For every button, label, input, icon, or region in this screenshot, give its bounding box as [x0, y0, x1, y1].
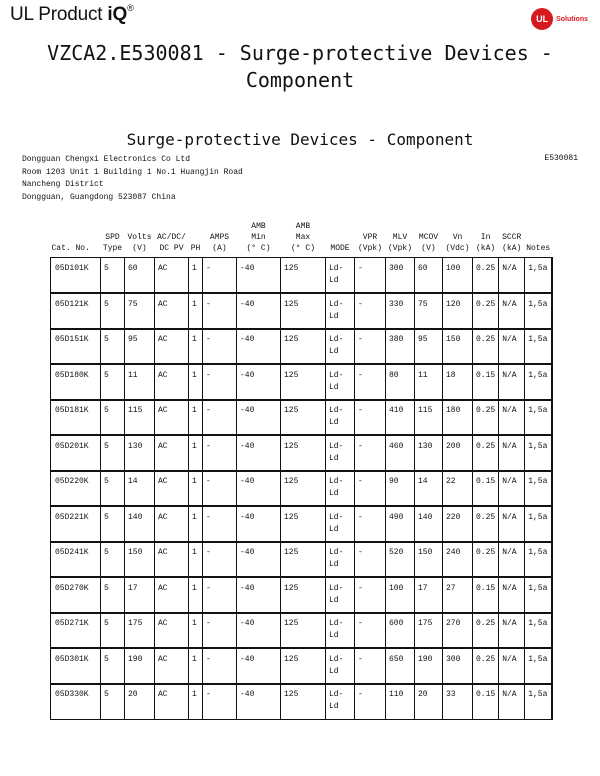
- table-cell: 125: [281, 329, 326, 365]
- table-cell: 33: [443, 684, 473, 720]
- table-cell: 5: [101, 329, 125, 365]
- table-cell: 20: [415, 684, 443, 720]
- company-address: [22, 154, 243, 204]
- column-header: [499, 214, 525, 258]
- column-header-line: AC/DC/: [157, 233, 186, 242]
- table-cell: 5: [101, 400, 125, 436]
- table-cell: 1,5a: [525, 542, 552, 578]
- table-cell: Ld- Ld: [326, 471, 355, 507]
- table-cell: 75: [125, 293, 155, 329]
- table-cell: N/A: [499, 258, 525, 294]
- table-cell: 520: [386, 542, 415, 578]
- table-cell: 0.15: [473, 364, 499, 400]
- table-cell: 600: [386, 613, 415, 649]
- table-cell: 60: [415, 258, 443, 294]
- table-cell: AC: [155, 293, 189, 329]
- table-cell: -: [355, 293, 386, 329]
- table-cell: 1: [189, 258, 203, 294]
- table-cell: 0.25: [473, 293, 499, 329]
- table-cell: 1: [189, 684, 203, 720]
- table-cell: 1,5a: [525, 471, 552, 507]
- table-cell: Ld- Ld: [326, 684, 355, 720]
- table-cell: Ld- Ld: [326, 258, 355, 294]
- table-cell: -: [203, 435, 237, 471]
- table-cell: 5: [101, 577, 125, 613]
- address-line: Dongguan, Guangdong 523087 China: [22, 192, 176, 202]
- table-cell: 0.25: [473, 258, 499, 294]
- table-cell: 5: [101, 613, 125, 649]
- table-cell: Ld- Ld: [326, 613, 355, 649]
- table-cell: 190: [415, 648, 443, 684]
- table-cell: -: [203, 329, 237, 365]
- table-cell: Ld- Ld: [326, 329, 355, 365]
- table-cell: 05D221K: [51, 506, 101, 542]
- table-cell: 115: [415, 400, 443, 436]
- table-cell: N/A: [499, 364, 525, 400]
- table-cell: Ld- Ld: [326, 435, 355, 471]
- column-header-line: AMB: [251, 222, 266, 231]
- table-cell: 0.25: [473, 435, 499, 471]
- table-cell: 130: [125, 435, 155, 471]
- column-header-line: (V): [421, 244, 436, 253]
- table-cell: N/A: [499, 471, 525, 507]
- column-header-line: Notes: [526, 244, 551, 253]
- column-header-line: MLV: [392, 233, 408, 242]
- table-cell: 1,5a: [525, 400, 552, 436]
- table-cell: 1,5a: [525, 329, 552, 365]
- table-cell: 125: [281, 684, 326, 720]
- table-cell: 125: [281, 542, 326, 578]
- table-cell: 115: [125, 400, 155, 436]
- table-cell: 140: [125, 506, 155, 542]
- column-header: [473, 214, 499, 258]
- table-cell: 150: [443, 329, 473, 365]
- table-cell: -: [355, 506, 386, 542]
- table-cell: 125: [281, 471, 326, 507]
- table-cell: -: [355, 542, 386, 578]
- table-cell: Ld- Ld: [326, 648, 355, 684]
- table-cell: 14: [415, 471, 443, 507]
- table-cell: 180: [443, 400, 473, 436]
- table-cell: -: [355, 258, 386, 294]
- table-row: [51, 329, 552, 365]
- table-cell: Ld- Ld: [326, 400, 355, 436]
- table-cell: 5: [101, 506, 125, 542]
- table-cell: 05D180K: [51, 364, 101, 400]
- table-cell: 14: [125, 471, 155, 507]
- column-header-line: (kA): [476, 244, 496, 253]
- column-header-line: SCCR: [502, 233, 522, 242]
- table-cell: N/A: [499, 613, 525, 649]
- table-cell: 1: [189, 648, 203, 684]
- product-table: [50, 214, 552, 720]
- table-cell: -: [355, 613, 386, 649]
- column-header-line: (° C): [290, 244, 315, 253]
- table-cell: -40: [237, 613, 281, 649]
- column-header-line: (kA): [502, 244, 522, 253]
- table-row: [51, 435, 552, 471]
- table-cell: 5: [101, 293, 125, 329]
- column-header: [203, 214, 237, 258]
- column-header: [281, 214, 326, 258]
- table-cell: 200: [443, 435, 473, 471]
- table-cell: 0.15: [473, 577, 499, 613]
- table-cell: 1: [189, 400, 203, 436]
- table-cell: N/A: [499, 435, 525, 471]
- table-cell: 175: [415, 613, 443, 649]
- table-cell: 410: [386, 400, 415, 436]
- table-cell: Ld- Ld: [326, 542, 355, 578]
- table-cell: 95: [125, 329, 155, 365]
- table-cell: -: [203, 684, 237, 720]
- column-header: [443, 214, 473, 258]
- column-header: [101, 214, 125, 258]
- table-cell: N/A: [499, 400, 525, 436]
- column-header-line: Max: [295, 233, 311, 242]
- table-cell: -: [203, 577, 237, 613]
- table-cell: 80: [386, 364, 415, 400]
- page-title: VZCA2.E530081 - Surge-protective Devices - Component: [47, 41, 553, 92]
- column-header-line: AMB: [295, 222, 311, 231]
- table-cell: 300: [443, 648, 473, 684]
- column-header: [237, 214, 281, 258]
- table-cell: N/A: [499, 577, 525, 613]
- table-cell: Ld- Ld: [326, 364, 355, 400]
- column-header-line: MODE: [330, 244, 350, 253]
- column-header: [525, 214, 552, 258]
- table-cell: 0.25: [473, 542, 499, 578]
- table-cell: AC: [155, 684, 189, 720]
- column-header-line: Min: [251, 233, 266, 242]
- table-cell: 1,5a: [525, 293, 552, 329]
- address-line: Nancheng District: [22, 180, 104, 189]
- column-header-line: DC PV: [159, 244, 184, 253]
- table-cell: 17: [125, 577, 155, 613]
- table-cell: 330: [386, 293, 415, 329]
- table-cell: 22: [443, 471, 473, 507]
- table-cell: N/A: [499, 648, 525, 684]
- table-cell: 1,5a: [525, 684, 552, 720]
- table-cell: 1,5a: [525, 506, 552, 542]
- table-cell: 240: [443, 542, 473, 578]
- table-cell: 1: [189, 471, 203, 507]
- file-number: E530081: [544, 154, 578, 163]
- column-header: [155, 214, 189, 258]
- table-cell: 125: [281, 648, 326, 684]
- column-header-line: (Vpk): [387, 244, 412, 253]
- table-cell: 11: [125, 364, 155, 400]
- column-header-line: VPR: [362, 233, 378, 242]
- table-cell: 150: [125, 542, 155, 578]
- column-header: [415, 214, 443, 258]
- brand-text: UL Product: [10, 4, 108, 25]
- table-cell: -: [203, 364, 237, 400]
- table-cell: 1,5a: [525, 613, 552, 649]
- table-cell: AC: [155, 258, 189, 294]
- table-cell: 1: [189, 577, 203, 613]
- table-cell: -40: [237, 648, 281, 684]
- table-row: [51, 506, 552, 542]
- table-cell: -: [355, 364, 386, 400]
- table-cell: 05D181K: [51, 400, 101, 436]
- table-cell: 270: [443, 613, 473, 649]
- address-line: Room 1203 Unit 1 Building 1 No.1 Huangjin Road: [22, 167, 243, 177]
- table-cell: 20: [125, 684, 155, 720]
- table-cell: 05D220K: [51, 471, 101, 507]
- ul-logo-icon: UL: [531, 8, 553, 30]
- table-cell: 125: [281, 435, 326, 471]
- table-cell: 110: [386, 684, 415, 720]
- table-cell: 0.15: [473, 684, 499, 720]
- table-cell: -: [355, 648, 386, 684]
- table-cell: 05D270K: [51, 577, 101, 613]
- table-cell: 05D301K: [51, 648, 101, 684]
- table-cell: 0.25: [473, 329, 499, 365]
- table-cell: Ld- Ld: [326, 293, 355, 329]
- table-cell: -40: [237, 329, 281, 365]
- table-cell: 0.15: [473, 471, 499, 507]
- company-name: Dongguan Chengxi Electronics Co Ltd: [22, 155, 191, 164]
- table-cell: AC: [155, 364, 189, 400]
- table-cell: 5: [101, 684, 125, 720]
- table-cell: N/A: [499, 684, 525, 720]
- table-cell: 460: [386, 435, 415, 471]
- table-cell: 1: [189, 435, 203, 471]
- table-cell: 0.25: [473, 506, 499, 542]
- table-cell: N/A: [499, 329, 525, 365]
- table-cell: 125: [281, 364, 326, 400]
- column-header-line: Vn: [452, 233, 463, 242]
- table-cell: 380: [386, 329, 415, 365]
- table-cell: N/A: [499, 506, 525, 542]
- column-header-line: (V): [132, 244, 147, 253]
- column-header: [51, 214, 101, 258]
- table-cell: -40: [237, 577, 281, 613]
- column-header-line: (A): [212, 244, 227, 253]
- table-cell: 0.25: [473, 648, 499, 684]
- table-cell: AC: [155, 648, 189, 684]
- table-cell: 1: [189, 542, 203, 578]
- table-cell: 1: [189, 364, 203, 400]
- table-cell: 125: [281, 506, 326, 542]
- table-cell: 05D121K: [51, 293, 101, 329]
- section-subtitle: Surge-protective Devices - Component: [126, 130, 474, 149]
- table-row: [51, 400, 552, 436]
- table-cell: AC: [155, 471, 189, 507]
- table-cell: -: [355, 684, 386, 720]
- table-row: [51, 542, 552, 578]
- table-cell: 150: [415, 542, 443, 578]
- table-cell: -: [203, 258, 237, 294]
- table-cell: 125: [281, 577, 326, 613]
- table-cell: N/A: [499, 293, 525, 329]
- table-cell: 0.25: [473, 613, 499, 649]
- table-cell: 5: [101, 471, 125, 507]
- table-cell: 05D201K: [51, 435, 101, 471]
- table-cell: 95: [415, 329, 443, 365]
- table-cell: AC: [155, 577, 189, 613]
- table-cell: -: [355, 329, 386, 365]
- table-row: [51, 577, 552, 613]
- table-cell: AC: [155, 400, 189, 436]
- table-cell: N/A: [499, 542, 525, 578]
- table-cell: -: [203, 613, 237, 649]
- table-cell: 1,5a: [525, 435, 552, 471]
- table-cell: -40: [237, 258, 281, 294]
- table-cell: 75: [415, 293, 443, 329]
- column-header-line: Type: [102, 244, 123, 253]
- table-cell: AC: [155, 613, 189, 649]
- table-cell: 125: [281, 293, 326, 329]
- table-cell: 300: [386, 258, 415, 294]
- table-header-row: [51, 214, 552, 258]
- table-cell: -: [203, 506, 237, 542]
- table-cell: 650: [386, 648, 415, 684]
- column-header-line: (° C): [246, 244, 271, 253]
- column-header-line: Cat. No.: [51, 244, 90, 253]
- column-header-line: (Vdc): [445, 244, 470, 253]
- table-cell: 100: [443, 258, 473, 294]
- table-cell: -: [203, 471, 237, 507]
- brand-bold: iQ: [107, 4, 128, 25]
- table-cell: 5: [101, 364, 125, 400]
- table-cell: AC: [155, 542, 189, 578]
- column-header-line: Volts: [127, 233, 152, 242]
- column-header-line: MCOV: [418, 233, 439, 242]
- table-cell: -: [355, 435, 386, 471]
- table-cell: 1,5a: [525, 364, 552, 400]
- ul-solutions-logo: [531, 8, 588, 30]
- table-cell: 05D151K: [51, 329, 101, 365]
- table-row: [51, 293, 552, 329]
- table-cell: 5: [101, 648, 125, 684]
- table-cell: AC: [155, 329, 189, 365]
- column-header: [386, 214, 415, 258]
- table-cell: 05D241K: [51, 542, 101, 578]
- table-cell: -40: [237, 542, 281, 578]
- table-cell: 1: [189, 293, 203, 329]
- table-cell: 05D271K: [51, 613, 101, 649]
- table-cell: -40: [237, 435, 281, 471]
- table-cell: 17: [415, 577, 443, 613]
- table-cell: 5: [101, 258, 125, 294]
- table-row: [51, 471, 552, 507]
- table-cell: 100: [386, 577, 415, 613]
- column-header: [355, 214, 386, 258]
- table-cell: -: [203, 542, 237, 578]
- table-cell: 125: [281, 400, 326, 436]
- table-cell: -: [355, 471, 386, 507]
- table-cell: 1,5a: [525, 258, 552, 294]
- table-cell: 140: [415, 506, 443, 542]
- table-row: [51, 684, 552, 720]
- logo-text: Solutions: [556, 15, 588, 23]
- table-cell: 125: [281, 258, 326, 294]
- brand-mark: ®: [127, 3, 134, 13]
- table-cell: 1: [189, 506, 203, 542]
- column-header-line: In: [480, 233, 491, 242]
- table-cell: 1: [189, 613, 203, 649]
- column-header: [326, 214, 355, 258]
- table-cell: -: [203, 293, 237, 329]
- table-cell: 11: [415, 364, 443, 400]
- table-cell: 27: [443, 577, 473, 613]
- table-cell: -40: [237, 684, 281, 720]
- table-cell: -: [203, 648, 237, 684]
- table-cell: 05D330K: [51, 684, 101, 720]
- table-row: [51, 613, 552, 649]
- column-header-line: (Vpk): [357, 244, 382, 253]
- table-cell: 125: [281, 613, 326, 649]
- table-cell: -40: [237, 293, 281, 329]
- table-cell: Ld- Ld: [326, 506, 355, 542]
- table-cell: AC: [155, 506, 189, 542]
- table-cell: 90: [386, 471, 415, 507]
- column-header-line: AMPS: [209, 233, 230, 242]
- table-cell: 18: [443, 364, 473, 400]
- table-cell: -40: [237, 364, 281, 400]
- table-cell: -: [355, 400, 386, 436]
- table-cell: 175: [125, 613, 155, 649]
- table-cell: 1,5a: [525, 577, 552, 613]
- table-cell: 190: [125, 648, 155, 684]
- table-cell: 5: [101, 542, 125, 578]
- table-cell: 1: [189, 329, 203, 365]
- column-header-line: SPD: [105, 233, 120, 242]
- table-cell: Ld- Ld: [326, 577, 355, 613]
- table-row: [51, 648, 552, 684]
- table-cell: -40: [237, 506, 281, 542]
- column-header-line: PH: [190, 244, 201, 253]
- column-header: [125, 214, 155, 258]
- table-cell: 60: [125, 258, 155, 294]
- table-cell: -: [355, 577, 386, 613]
- table-cell: 220: [443, 506, 473, 542]
- table-cell: 0.25: [473, 400, 499, 436]
- ul-product-iq-brand: [10, 3, 134, 26]
- table-cell: -40: [237, 400, 281, 436]
- table-cell: 130: [415, 435, 443, 471]
- table-row: [51, 364, 552, 400]
- table-cell: 120: [443, 293, 473, 329]
- table-cell: 5: [101, 435, 125, 471]
- table-row: [51, 258, 552, 294]
- table-cell: -: [203, 400, 237, 436]
- table-cell: -40: [237, 471, 281, 507]
- table-cell: 490: [386, 506, 415, 542]
- table-cell: 1,5a: [525, 648, 552, 684]
- table-cell: AC: [155, 435, 189, 471]
- table-cell: 05D101K: [51, 258, 101, 294]
- column-header: [189, 214, 203, 258]
